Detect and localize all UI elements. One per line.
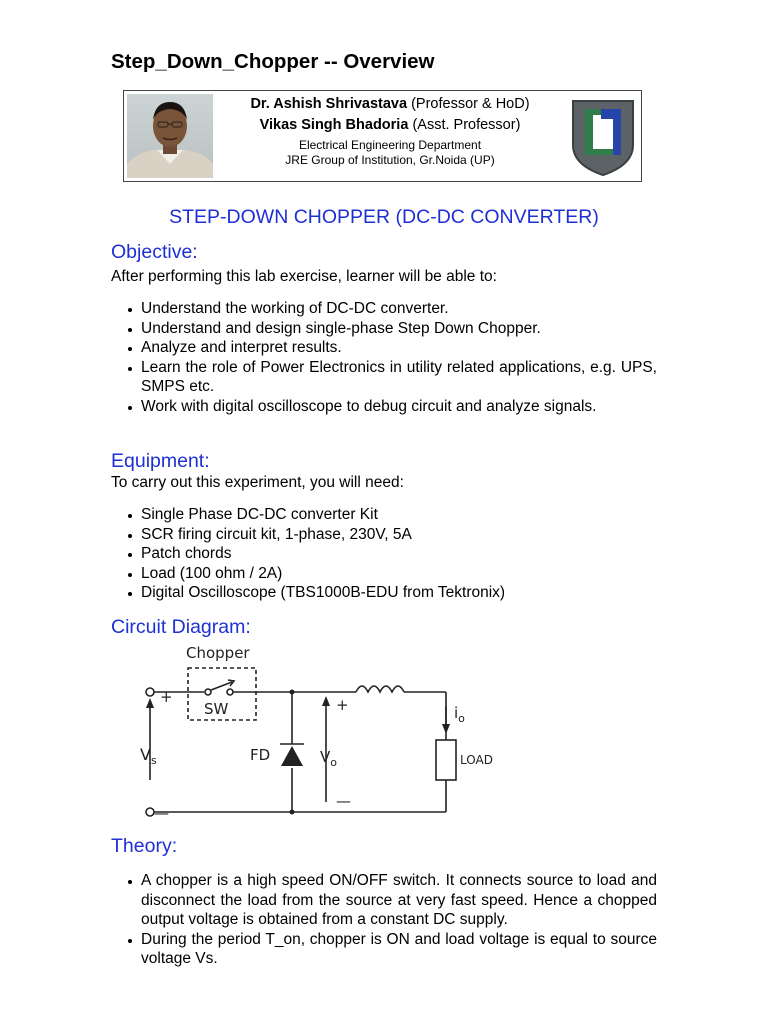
circuit-diagram — [128, 640, 508, 822]
switch-label: SW — [204, 700, 229, 718]
load-label: LOAD — [460, 753, 493, 767]
list-item: Understand the working of DC-DC converter. — [111, 299, 657, 319]
circuit-title: Circuit Diagram: — [111, 616, 251, 638]
freewheeling-diode-label: FD — [250, 746, 271, 764]
header-banner — [123, 90, 642, 182]
list-item: Learn the role of Power Electronics in utility related applications, e.g. UPS, SMPS etc. — [111, 358, 657, 397]
output-plus-label: + — [336, 696, 349, 714]
faculty-role-1: (Professor & HoD) — [411, 96, 530, 112]
faculty-name-2: Vikas Singh Bhadoria — [259, 117, 409, 133]
list-item: During the period T_on, chopper is ON and load voltage is equal to source voltage Vs. — [111, 930, 657, 969]
faculty-info — [220, 96, 560, 167]
department: Electrical Engineering Department — [298, 138, 482, 152]
equipment-list — [111, 505, 657, 603]
faculty-line-2 — [220, 117, 560, 133]
objective-title: Objective: — [111, 241, 198, 263]
professor-photo — [127, 94, 213, 178]
vs-label: $V_s$ — [140, 745, 157, 767]
objective-list — [111, 299, 657, 416]
diode-symbol — [281, 746, 303, 766]
list-item: Work with digital oscilloscope to debug circuit and analyze signals. — [111, 397, 657, 417]
equipment-title: Equipment: — [111, 450, 210, 472]
vo-label: $V_o$ — [320, 748, 337, 769]
equipment-intro: To carry out this experiment, you will need: — [111, 474, 404, 491]
faculty-name-1: Dr. Ashish Shrivastava — [250, 96, 408, 112]
objective-intro: After performing this lab exercise, learner will be able to: — [111, 268, 497, 285]
page-title: Step_Down_Chopper -- Overview — [111, 50, 435, 73]
theory-title: Theory: — [111, 835, 178, 857]
list-item: A chopper is a high speed ON/OFF switch. It connects source to load and disconnect the load from the source at very fast speed. Hence a chopped output voltage is obtained from a constant DC supply. — [111, 871, 657, 930]
list-item: Load (100 ohm / 2A) — [111, 564, 657, 584]
institution: JRE Group of Institution, Gr.Noida (UP) — [285, 153, 495, 167]
inductor — [356, 686, 404, 692]
current-label: $i_o$ — [454, 704, 465, 725]
list-item: SCR firing circuit kit, 1-phase, 230V, 5A — [111, 525, 657, 545]
source-negative-terminal — [146, 808, 154, 816]
theory-list — [111, 871, 657, 969]
faculty-line-1 — [220, 96, 560, 112]
output-minus-label: — — [336, 792, 351, 810]
list-item: Patch chords — [111, 544, 657, 564]
document-heading: STEP-DOWN CHOPPER (DC-DC CONVERTER) — [169, 206, 599, 228]
negative-terminal-label: — — [154, 804, 169, 822]
list-item: Single Phase DC-DC converter Kit — [111, 505, 657, 525]
chopper-label: Chopper — [186, 644, 250, 662]
list-item: Digital Oscilloscope (TBS1000B-EDU from Tektronix) — [111, 583, 657, 603]
list-item: Analyze and interpret results. — [111, 338, 657, 358]
positive-terminal-label: + — [160, 688, 173, 706]
list-item: Understand and design single-phase Step Down Chopper. — [111, 319, 657, 339]
load-resistor — [436, 740, 456, 780]
faculty-role-2: (Asst. Professor) — [412, 117, 521, 133]
source-positive-terminal — [146, 688, 154, 696]
institution-shield-logo — [569, 95, 637, 177]
